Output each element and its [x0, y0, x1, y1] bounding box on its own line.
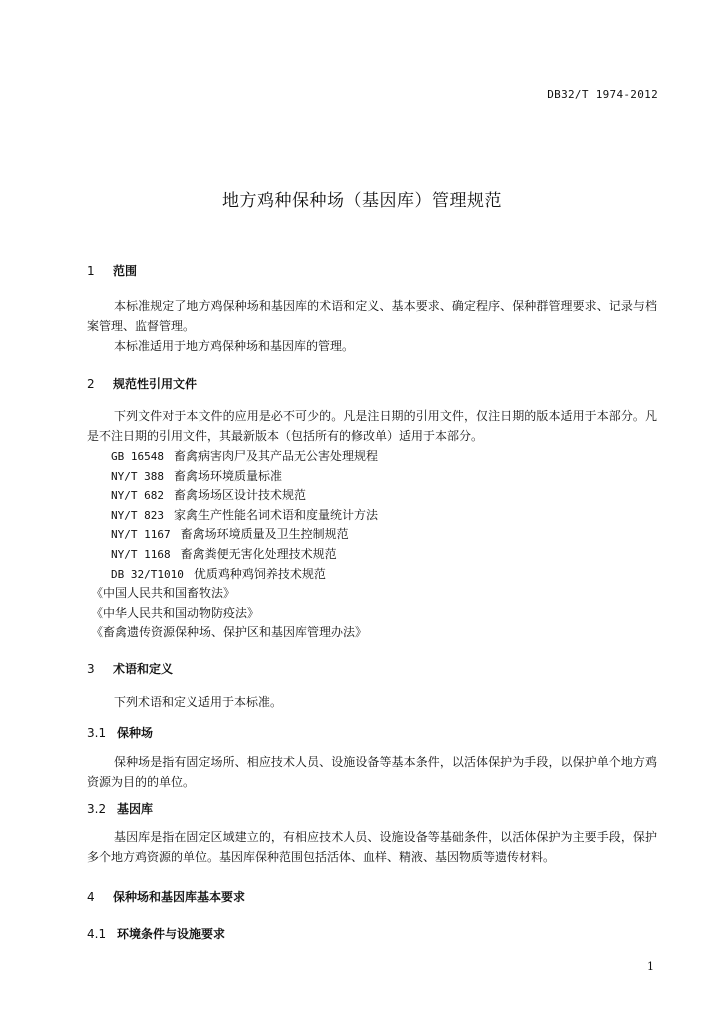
reference-code: DB 32/T1010 — [111, 567, 184, 581]
section-number: 3.2 — [87, 802, 107, 816]
reference-code: GB 16548 — [111, 450, 164, 463]
section-number: 1 — [87, 264, 95, 278]
reference-item — [87, 565, 657, 585]
section-3-1-heading — [87, 724, 153, 741]
section-number: 4 — [87, 890, 95, 904]
reference-code: NY/T 1168 — [111, 547, 171, 561]
paragraph-text: 本标准适用于地方鸡保种场和基因库的管理。 — [114, 339, 355, 353]
paragraph-text: 下列文件对于本文件的应用是必不可少的。凡是注日期的引用文件，仅注日期的版本适用于本部分。凡是不注日期的引用文件，其最新版本（包括所有的修改单）适用于本部分。 — [87, 409, 657, 443]
reference-name: 优质鸡种鸡饲养技术规范 — [193, 566, 326, 581]
section-2-intro — [87, 406, 657, 446]
standard-code: DB32/T 1974-2012 — [547, 88, 658, 101]
section-3-intro — [87, 692, 657, 712]
section-title: 规范性引用文件 — [113, 377, 198, 391]
reference-name: 畜禽粪便无害化处理技术规范 — [180, 546, 337, 561]
reference-name: 畜禽场环境质量及卫生控制规范 — [180, 527, 349, 542]
reference-item — [87, 525, 657, 545]
section-number: 2 — [87, 377, 95, 391]
section-title: 术语和定义 — [113, 662, 174, 676]
reference-code: NY/T 682 — [111, 489, 164, 503]
section-1-heading — [87, 262, 137, 279]
section-number: 3.1 — [87, 726, 107, 740]
section-1-paragraph-2 — [87, 336, 657, 356]
law-name: 《中华人民共和国动物防疫法》 — [91, 605, 260, 620]
normative-references-list — [87, 447, 657, 643]
reference-item — [87, 545, 657, 565]
paragraph-text: 基因库是指在固定区域建立的，有相应技术人员、设施设备等基础条件，以活体保护为主要手段，保护多个地方鸡资源的单位。基因库保种范围包括活体、血样、精液、基因物质等遗传材料。 — [87, 830, 657, 864]
law-name: 《畜禽遗传资源保种场、保护区和基因库管理办法》 — [91, 625, 368, 640]
section-title: 范围 — [113, 264, 138, 278]
law-reference — [87, 604, 657, 624]
page-number: 1 — [647, 960, 654, 973]
reference-name: 畜禽场场区设计技术规范 — [173, 488, 306, 503]
reference-name: 畜禽场环境质量标准 — [173, 468, 282, 483]
section-title: 保种场 — [117, 726, 154, 740]
reference-item — [87, 467, 657, 487]
section-number: 4.1 — [87, 927, 107, 941]
section-number: 3 — [87, 662, 95, 676]
reference-code: NY/T 388 — [111, 469, 164, 483]
paragraph-text: 下列术语和定义适用于本标准。 — [114, 695, 283, 709]
section-3-2-text — [87, 827, 657, 867]
section-4-1-heading — [87, 925, 225, 942]
section-title: 环境条件与设施要求 — [117, 927, 226, 941]
law-name: 《中国人民共和国畜牧法》 — [91, 586, 236, 601]
reference-name: 畜禽病害肉尸及其产品无公害处理规程 — [173, 449, 378, 463]
reference-code: NY/T 823 — [111, 508, 164, 522]
paragraph-text: 保种场是指有固定场所、相应技术人员、设施设备等基本条件，以活体保护为手段，以保护单个地方鸡资源为目的的单位。 — [87, 755, 657, 789]
document-title: 地方鸡种保种场（基因库）管理规范 — [222, 191, 502, 211]
section-3-2-heading — [87, 800, 153, 817]
reference-code: NY/T 1167 — [111, 528, 171, 542]
section-2-heading — [87, 375, 197, 392]
section-title: 基因库 — [117, 802, 154, 816]
reference-name: 家禽生产性能名词术语和度量统计方法 — [173, 507, 378, 522]
reference-item — [87, 486, 657, 506]
paragraph-text: 本标准规定了地方鸡保种场和基因库的术语和定义、基本要求、确定程序、保种群管理要求、记录与档案管理、监督管理。 — [87, 299, 657, 333]
law-reference — [87, 623, 657, 643]
section-3-1-text — [87, 752, 657, 792]
reference-item — [87, 506, 657, 526]
section-1-paragraph-1 — [87, 296, 657, 336]
section-3-heading — [87, 660, 173, 677]
section-title: 保种场和基因库基本要求 — [113, 890, 246, 904]
section-4-heading — [87, 888, 245, 905]
law-reference — [87, 584, 657, 604]
reference-item — [87, 447, 657, 467]
